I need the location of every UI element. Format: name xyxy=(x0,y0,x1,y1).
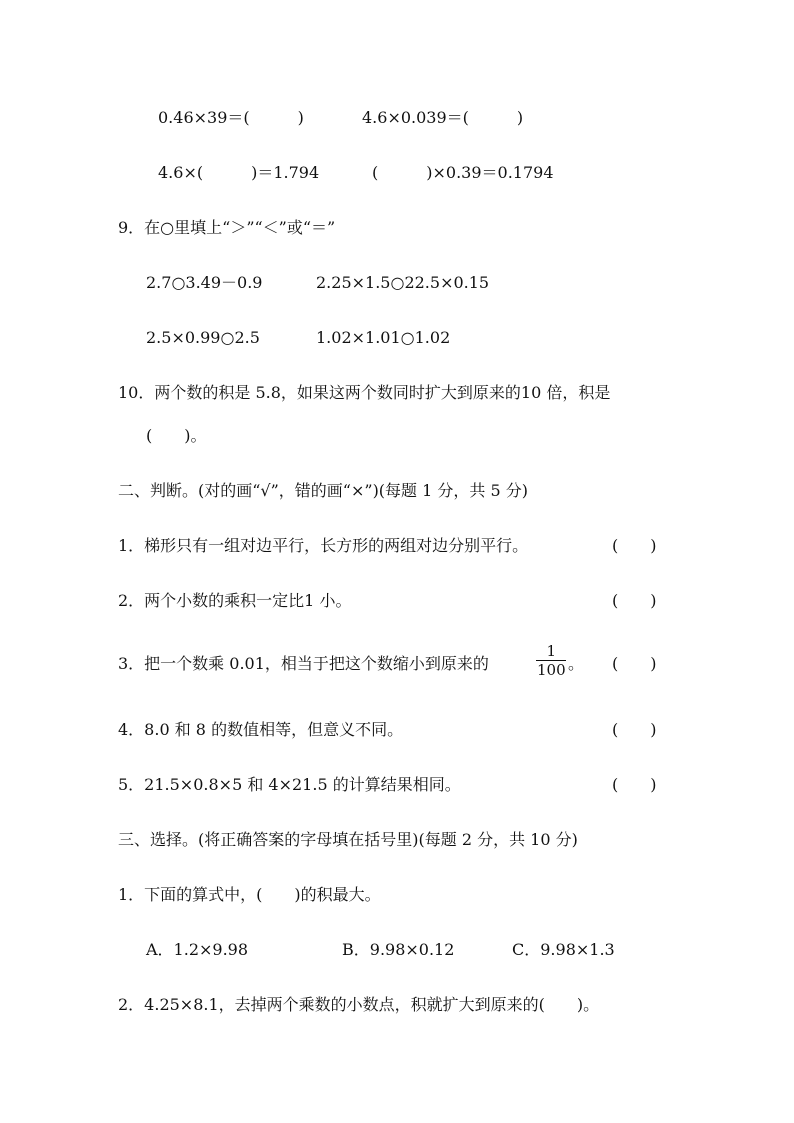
judge-answer-4[interactable]: ( ) xyxy=(612,720,657,739)
calc-2b: ( )×0.39＝0.1794 xyxy=(372,163,554,182)
choice-q1-option-a[interactable]: A．1.2×9.98 xyxy=(146,940,249,959)
choice-q1-prompt: 1．下面的算式中，( )的积最大。 xyxy=(118,885,381,904)
judge-answer-2[interactable]: ( ) xyxy=(612,591,657,610)
q9-prompt: 9．在○里填上“＞”“＜”或“＝” xyxy=(118,218,336,237)
fraction-denominator: 100 xyxy=(537,661,566,679)
fraction-one-hundredth xyxy=(535,642,568,679)
section2-heading: 二、判断。(对的画“√”，错的画“×”)(每题 1 分，共 5 分) xyxy=(118,481,528,500)
judge-item-1: 1．梯形只有一组对边平行，长方形的两组对边分别平行。 xyxy=(118,536,529,555)
calc-1a: 0.46×39＝( ) xyxy=(158,108,304,127)
judge-item-3-tail: 。 xyxy=(568,654,585,673)
q10-line1: 10．两个数的积是 5.8，如果这两个数同时扩大到原来的10 倍，积是 xyxy=(118,383,611,402)
choice-q1-option-b[interactable]: B．9.98×0.12 xyxy=(342,940,455,959)
judge-answer-3[interactable]: ( ) xyxy=(612,654,657,673)
calc-2a: 4.6×( )＝1.794 xyxy=(158,163,320,182)
section3-heading: 三、选择。(将正确答案的字母填在括号里)(每题 2 分，共 10 分) xyxy=(118,830,578,849)
judge-item-3: 3．把一个数乘 0.01，相当于把这个数缩小到原来的 xyxy=(118,654,489,673)
q9-item-a: 2.7○3.49－0.9 xyxy=(146,273,263,292)
judge-answer-5[interactable]: ( ) xyxy=(612,775,657,794)
choice-q2-prompt: 2．4.25×8.1，去掉两个乘数的小数点，积就扩大到原来的( )。 xyxy=(118,995,600,1014)
fraction-numerator: 1 xyxy=(546,642,557,660)
judge-item-2: 2．两个小数的乘积一定比1 小。 xyxy=(118,591,352,610)
choice-q1-option-c[interactable]: C．9.98×1.3 xyxy=(512,940,615,959)
q10-line2: ( )。 xyxy=(146,426,207,445)
q9-item-d: 1.02×1.01○1.02 xyxy=(316,328,451,347)
q9-item-c: 2.5×0.99○2.5 xyxy=(146,328,260,347)
judge-item-4: 4．8.0 和 8 的数值相等，但意义不同。 xyxy=(118,720,404,739)
judge-item-5: 5．21.5×0.8×5 和 4×21.5 的计算结果相同。 xyxy=(118,775,461,794)
judge-answer-1[interactable]: ( ) xyxy=(612,536,657,555)
calc-1b: 4.6×0.039＝( ) xyxy=(362,108,524,127)
q9-item-b: 2.25×1.5○22.5×0.15 xyxy=(316,273,490,292)
